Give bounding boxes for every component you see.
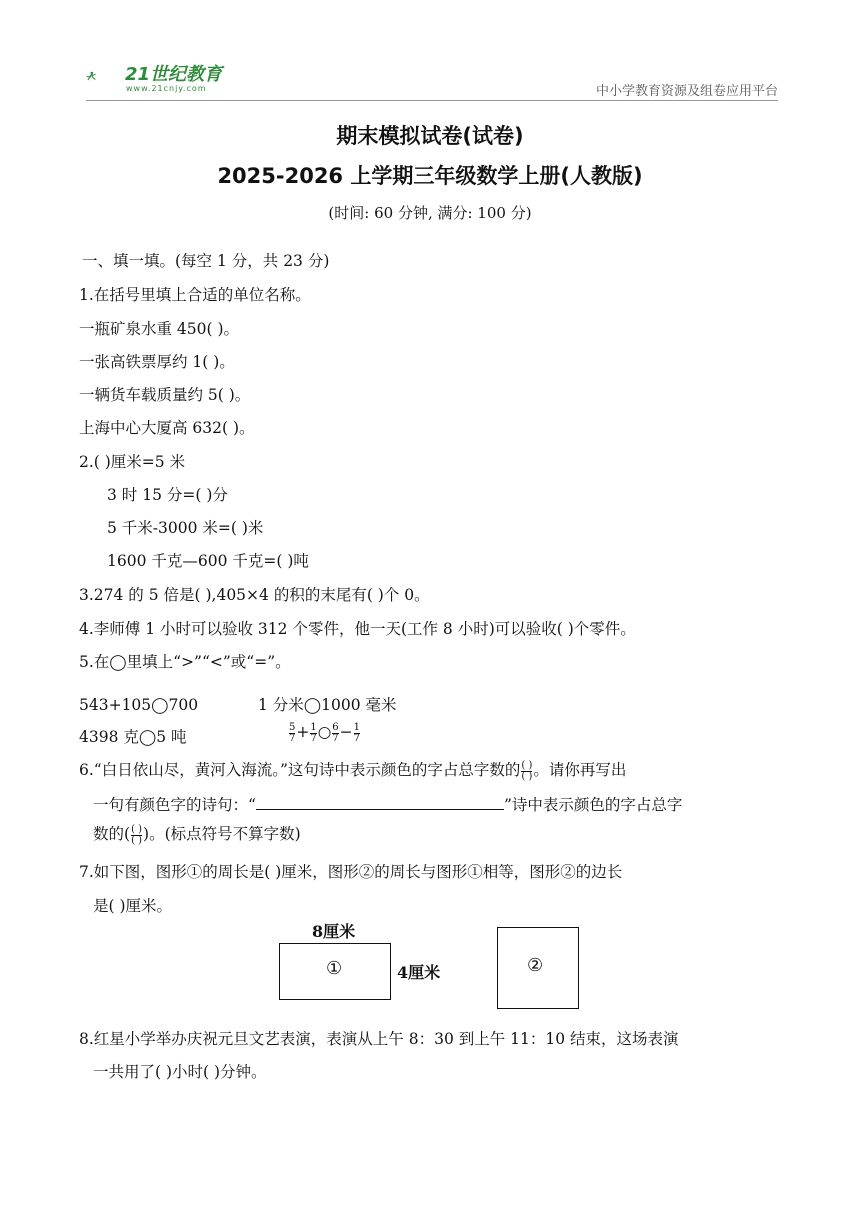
question-6-line3: 数的( $\frac{( )}{( )}$ )。(标点符号不算字数) [93, 823, 301, 846]
question-7-line1: 7.如下图，图形①的周长是( )厘米，图形②的周长与图形①相等，图形②的边长 [79, 863, 623, 881]
header-divider [86, 100, 778, 101]
fraction: $\frac{5}{7}$ [289, 721, 296, 744]
section-heading: 一、填一填。(每空 1 分，共 23 分) [82, 252, 330, 270]
question-7-line2: 是( )厘米。 [93, 897, 173, 915]
question-2-line: 2.( )厘米=5 米 [79, 453, 186, 471]
question-5-fraction-expression: $\frac{5}{7}$ + $\frac{1}{7}$ ○ $\frac{6}{7}$ − $\frac{1}{7}$ [289, 721, 361, 744]
question-5-item: 543+105◯700 [79, 696, 199, 714]
question-8-line2: 一共用了( )小时( )分钟。 [93, 1063, 267, 1081]
question-1-line: 一辆货车载质量约 5( )。 [79, 386, 251, 404]
question-1-line: 上海中心大厦高 632( )。 [79, 419, 255, 437]
runner-logo-icon [86, 58, 126, 94]
question-8-line1: 8.红星小学举办庆祝元旦文艺表演，表演从上午 8：30 到上午 11：10 结束，这场表演 [79, 1030, 679, 1048]
figure-width-label: 8厘米 [312, 922, 356, 941]
page-title: 期末模拟试卷(试卷) [336, 124, 524, 148]
logo-url: www.21cnjy.com [126, 84, 207, 93]
question-1-prompt: 1.在括号里填上合适的单位名称。 [79, 286, 311, 304]
question-6-line2: 一句有颜色字的诗句：“ ”诗中表示颜色的字占总字 [93, 793, 682, 816]
page-subtitle: 2025-2026 上学期三年级数学上册(人教版) [217, 164, 643, 188]
poem-blank[interactable] [256, 793, 504, 810]
platform-name: 中小学教育资源及组卷应用平台 [595, 84, 778, 99]
fraction: $\frac{1}{7}$ [310, 721, 317, 744]
question-1-line: 一张高铁票厚约 1( )。 [79, 353, 235, 371]
logo-text: 21世纪教育 [125, 64, 223, 85]
fraction-blank[interactable]: $\frac{( )}{( )}$ [131, 823, 143, 846]
figure-height-label: 4厘米 [397, 963, 441, 982]
figure-1-mark: ① [326, 958, 343, 979]
question-3: 3.274 的 5 倍是( ),405×4 的积的末尾有( )个 0。 [79, 586, 430, 604]
compare-circle[interactable]: ○ [317, 723, 332, 741]
question-5-item: 1 分米◯1000 毫米 [258, 696, 397, 714]
question-1-line: 一瓶矿泉水重 450( )。 [79, 320, 240, 338]
question-2-line: 1600 千克—600 千克=( )吨 [107, 552, 309, 570]
question-6-line1: 6.“白日依山尽，黄河入海流。”这句诗中表示颜色的字占总字数的 $\frac{( )}{( )}$ 。请你再写出 [79, 759, 627, 782]
fraction: $\frac{1}{7}$ [353, 721, 361, 744]
question-4: 4.李师傅 1 小时可以验收 312 个零件，他一天(工作 8 小时)可以验收( )个零件。 [79, 620, 636, 638]
fraction-blank[interactable]: $\frac{( )}{( )}$ [521, 759, 533, 782]
question-2-line: 5 千米-3000 米=( )米 [107, 519, 264, 537]
question-5-prompt: 5.在◯里填上“>”“<”或“=”。 [79, 653, 291, 671]
exam-info: (时间: 60 分钟, 满分: 100 分) [328, 204, 532, 222]
question-5-item: 4398 克◯5 吨 [79, 728, 187, 746]
question-2-line: 3 时 15 分=( )分 [107, 486, 228, 504]
fraction: $\frac{6}{7}$ [332, 721, 339, 744]
figure-2-mark: ② [527, 955, 544, 976]
